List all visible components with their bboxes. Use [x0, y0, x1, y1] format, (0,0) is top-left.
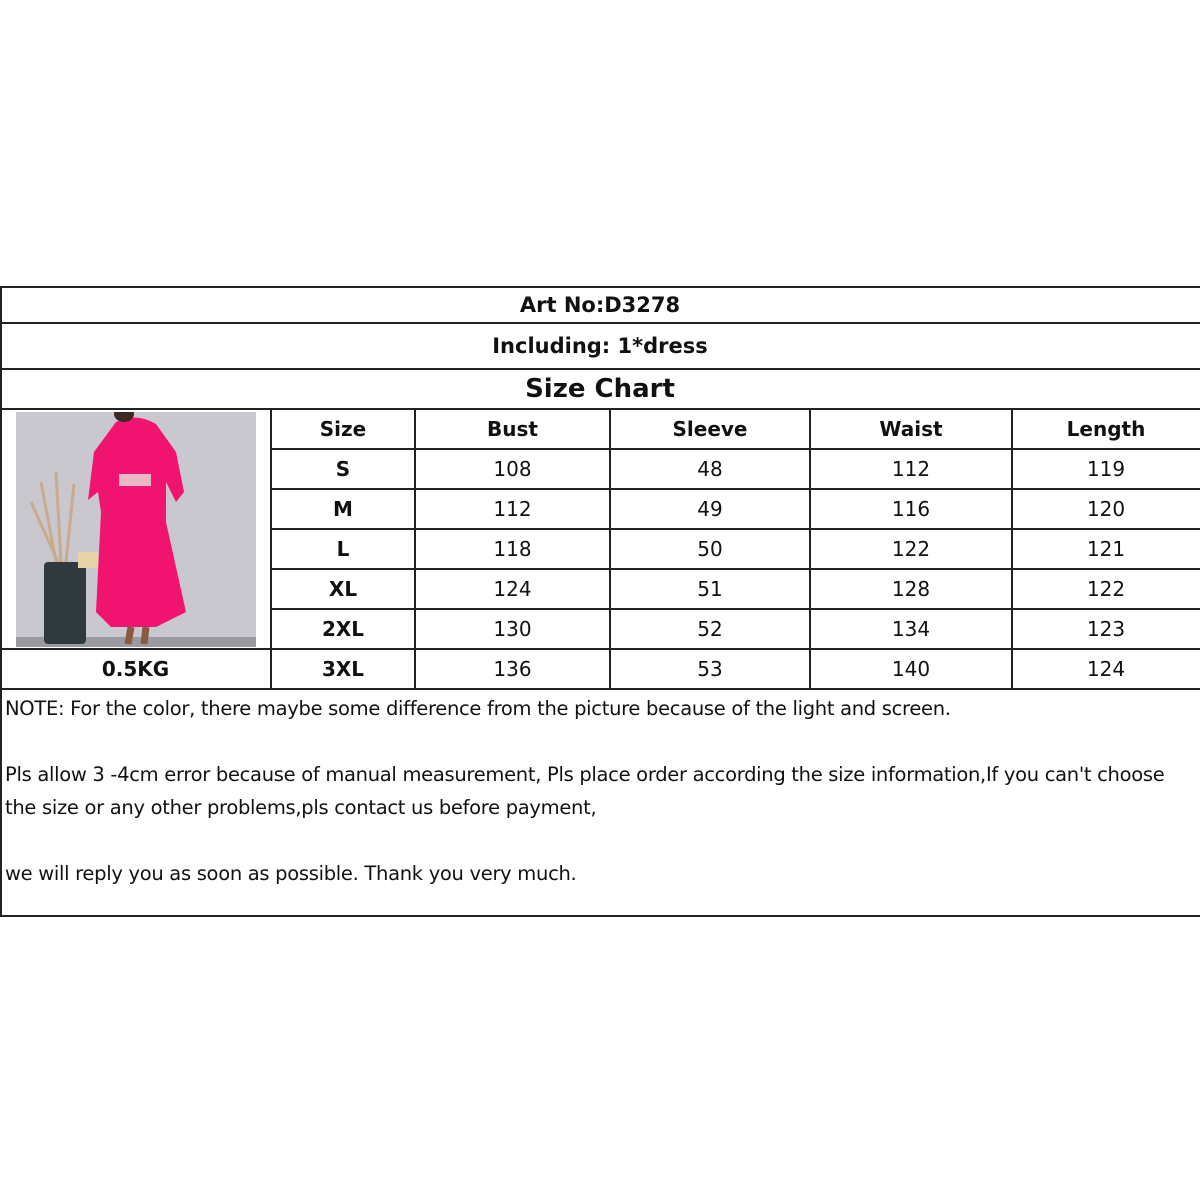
table-cell-length: 121	[1086, 537, 1126, 561]
including: Including: 1*dress	[492, 334, 708, 358]
table-cell-sleeve: 52	[697, 617, 723, 641]
art-number: Art No:D3278	[519, 292, 681, 317]
table-cell-length: 123	[1086, 617, 1126, 641]
table-cell-size: S	[335, 457, 351, 481]
page-title: Size Chart	[525, 374, 675, 404]
table-cell-bust: 112	[493, 497, 532, 521]
vase	[44, 562, 86, 644]
column-header-waist: Waist	[879, 417, 943, 441]
note-measurement: Pls allow 3 -4cm error because of manual measurement, Pls place order according the size information,If you can't choose the size or any other problems,pls contact us before payment,	[5, 763, 1165, 819]
column-header-length: Length	[1066, 417, 1146, 441]
table-cell-size: 3XL	[321, 657, 365, 681]
table-cell-size: L	[336, 537, 350, 561]
note-reply: we will reply you as soon as possible. Thank you very much.	[5, 862, 577, 885]
table-cell-size: 2XL	[321, 617, 365, 641]
table-cell-length: 124	[1086, 657, 1126, 681]
table-cell-sleeve: 51	[697, 577, 723, 601]
table-cell-bust: 108	[493, 457, 532, 481]
table-cell-bust: 136	[493, 657, 532, 681]
table-cell-length: 122	[1086, 577, 1126, 601]
column-header-size: Size	[319, 417, 367, 441]
table-cell-bust: 124	[493, 577, 532, 601]
table-cell-size: XL	[328, 577, 358, 601]
table-cell-length: 120	[1086, 497, 1126, 521]
column-header-sleeve: Sleeve	[672, 417, 748, 441]
table-cell-sleeve: 53	[697, 657, 723, 681]
table-cell-waist: 140	[891, 657, 931, 681]
table-cell-waist: 112	[891, 457, 931, 481]
table-cell-bust: 130	[493, 617, 532, 641]
package-weight: 0.5KG	[101, 657, 170, 681]
table-cell-sleeve: 49	[697, 497, 723, 521]
notes	[5, 692, 1195, 890]
table-cell-sleeve: 48	[697, 457, 723, 481]
table-cell-length: 119	[1086, 457, 1126, 481]
table-cell-bust: 118	[493, 537, 532, 561]
product-photo	[16, 412, 256, 647]
table-cell-waist: 134	[891, 617, 931, 641]
table-cell-size: M	[333, 497, 353, 521]
note-color: NOTE: For the color, there maybe some difference from the picture because of the light and screen.	[5, 697, 951, 720]
table-cell-sleeve: 50	[697, 537, 723, 561]
table-cell-waist: 122	[891, 537, 931, 561]
column-header-bust: Bust	[487, 417, 538, 441]
table-cell-waist: 128	[891, 577, 931, 601]
table-cell-waist: 116	[891, 497, 931, 521]
